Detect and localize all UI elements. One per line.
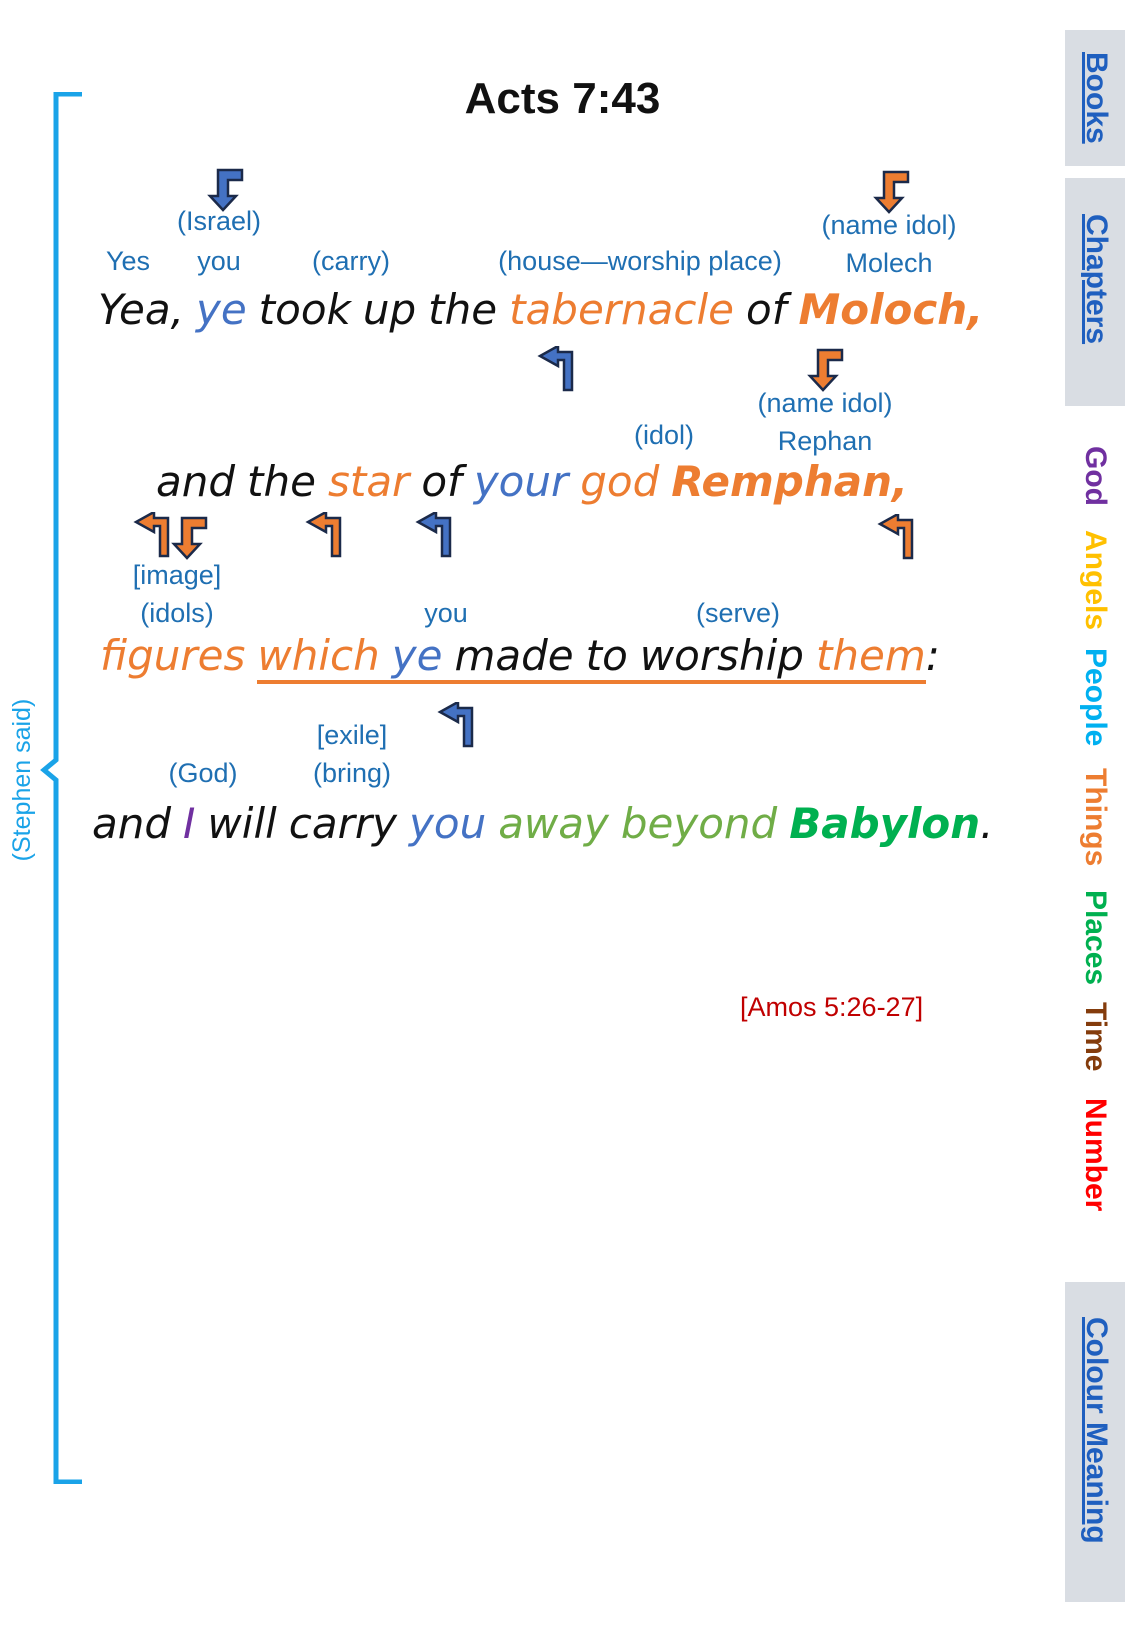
word: you <box>409 799 487 848</box>
gloss-bring: (bring) <box>312 758 392 788</box>
gloss-serve: (serve) <box>695 598 781 628</box>
tab-books-label[interactable]: Books <box>1080 52 1113 144</box>
legend-places: Places <box>1079 890 1112 986</box>
word: I <box>183 799 196 848</box>
word: to <box>585 631 628 680</box>
gloss-rephan: Rephan <box>777 426 873 456</box>
gloss-name-idol: (name idol) <box>821 210 957 240</box>
legend-angels: Angels <box>1079 530 1112 631</box>
word: carry <box>288 799 398 848</box>
word: worship <box>639 631 804 680</box>
word: Babylon <box>789 799 981 848</box>
word: tabernacle <box>509 285 735 334</box>
legend-god: God <box>1079 446 1112 506</box>
verse-line-2 <box>156 458 920 506</box>
arrow-up-icon <box>414 512 454 560</box>
gloss-idol: (idol) <box>633 420 695 450</box>
tab-colour-meaning-label[interactable]: Colour Meaning <box>1080 1317 1113 1544</box>
arrow-down-icon <box>872 168 912 216</box>
legend-people: People <box>1079 648 1112 747</box>
word: the <box>247 457 316 506</box>
legend-things: Things <box>1079 768 1112 867</box>
word: made <box>454 631 574 680</box>
verse-line-3 <box>100 632 940 680</box>
tab-books[interactable] <box>1065 30 1125 166</box>
verse-line-1 <box>98 286 995 334</box>
gloss-house: (house—worship place) <box>498 246 782 276</box>
tab-chapters[interactable] <box>1065 178 1125 406</box>
arrow-down-icon <box>806 346 846 394</box>
word: ye <box>195 285 247 334</box>
word: away <box>498 799 609 848</box>
gloss-name-idol: (name idol) <box>757 388 893 418</box>
word: : <box>925 631 940 680</box>
word: will <box>207 799 277 848</box>
word: your <box>473 457 569 506</box>
word: and <box>156 457 236 506</box>
gloss-exile: [exile] <box>316 720 388 750</box>
scripture-reference: [Amos 5:26-27] <box>740 992 924 1022</box>
word: Yea, <box>98 285 184 334</box>
arrow-up-icon <box>536 346 576 394</box>
gloss-you: you <box>424 598 468 628</box>
speaker-label: (Stephen said) <box>8 698 36 862</box>
arrow-up-icon <box>436 702 476 750</box>
word: ye <box>391 631 443 680</box>
word: took <box>258 285 351 334</box>
gloss-carry: (carry) <box>312 246 390 276</box>
word: god <box>580 457 660 506</box>
arrow-up-icon <box>304 512 344 560</box>
word: up <box>362 285 417 334</box>
word: them <box>815 631 926 680</box>
gloss-idols: (idols) <box>140 598 214 628</box>
word: figures <box>100 631 246 680</box>
word: and <box>92 799 172 848</box>
gloss-yes: Yes <box>105 246 151 276</box>
legend-time: Time <box>1079 1002 1112 1072</box>
word: of <box>421 457 462 506</box>
gloss-god: (God) <box>168 758 238 788</box>
arrow-up-icon <box>876 514 916 562</box>
word: Moloch, <box>798 285 984 334</box>
word: star <box>327 457 410 506</box>
arrow-down-icon <box>170 514 210 562</box>
word: of <box>746 285 787 334</box>
arrow-up-icon <box>132 512 172 560</box>
gloss-image: [image] <box>132 560 222 590</box>
verse-line-4 <box>92 800 994 848</box>
word: . <box>980 799 994 848</box>
gloss-you: you <box>197 246 241 276</box>
gloss-israel: (Israel) <box>176 206 262 236</box>
legend-number: Number <box>1079 1098 1112 1212</box>
word: which <box>257 631 380 680</box>
word: Remphan, <box>671 457 908 506</box>
tab-colour-meaning[interactable] <box>1065 1282 1125 1602</box>
tab-chapters-label[interactable]: Chapters <box>1080 214 1113 345</box>
underlined-phrase <box>257 631 925 684</box>
gloss-molech: Molech <box>845 248 933 278</box>
word: beyond <box>620 799 778 848</box>
word: the <box>428 285 498 334</box>
page-title: Acts 7:43 <box>464 74 661 123</box>
